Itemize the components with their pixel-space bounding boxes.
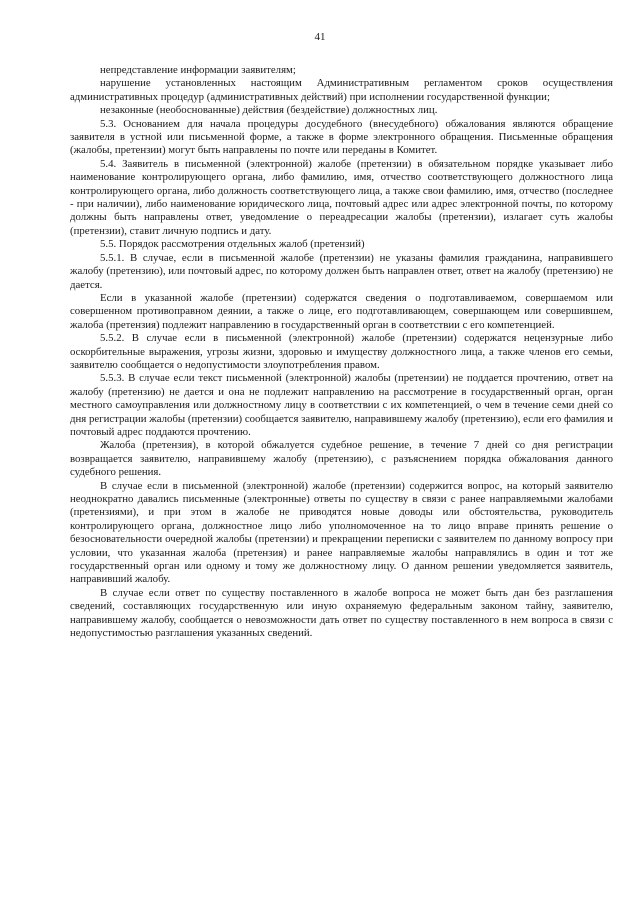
paragraph-court-decision: Жалоба (претензия), в которой обжалуется судебное решение, в течение 7 дней со дня регистрации возвращается заявителю, направившему жалобу (претензию), с разъяснением порядка обжалования данного судебного решения. [70,439,613,479]
page-number: 41 [314,31,326,43]
paragraph-nonprovision-info: непредставление информации заявителям; [100,64,296,76]
paragraph-illegal-act-info: Если в указанной жалобе (претензии) содержатся сведения о подготавливаемом, совершаемом или совершенном противоправном деянии, а также о лице, его подготавливающем, совершающем или совершившем, жалоба (претензия) подлежит направлению в государственный орган в соответствии с его компетенцией. [70,291,613,331]
paragraph-5-5-2: 5.5.2. В случае если в письменной (электронной) жалобе (претензии) содержатся нецензурные либо оскорбительные выражения, угрозы жизни, здоровью и имуществу должностного лица, а также членов его семьи, заявителю сообщается о недопустимости злоупотребления правом. [70,332,613,371]
paragraph-5-5-heading: 5.5. Порядок рассмотрения отдельных жалоб (претензий) [100,238,365,251]
paragraph-repeated-complaint: В случае если в письменной (электронной) жалобе (претензии) содержится вопрос, на который заявителю неоднократно давались письменные (электронные) ответы по существу в связи с ранее направляемыми жалобами (претензиями), и при этом в жалобе не приводятся новые доводы или обстоятельства, руководитель контролирующего органа, должностное лицо либо уполномоченное на то лицо вправе принять решение о безосновательности очередной жалобы (претензии) и прекращении переписки с заявителем по данному вопросу при условии, что указанная жалоба (претензия) и ранее направляемые жалобы направлялись в один и тот же государственный орган или одному и тому же должностному лицу. О данном решении уведомляется заявитель, направивший жалобу. [70,479,613,586]
paragraph-unlawful-actions: незаконные (необоснованные) действия (бездействие) должностных лиц. [100,104,438,117]
paragraph-5-5-1: 5.5.1. В случае, если в письменной жалобе (претензии) не указаны фамилия гражданина, направившего жалобу (претензию), или почтовый адрес, по которому должен быть направлен ответ, ответ на жалобу (претензию) не дается. [70,251,613,291]
document-body [70,64,613,640]
paragraph-5-3: 5.3. Основанием для начала процедуры досудебного (внесудебного) обжалования являются обращение заявителя в устной или письменной форме, а также в форме электронного обращения. Письменные обращения (жалобы, претензии) могут быть направлены по почте или переданы в Комитет. [70,117,613,157]
paragraph-5-5-3: 5.5.3. В случае если текст письменной (электронной) жалобы (претензии) не поддается прочтению, ответ на жалобу (претензию) не дается и она не подлежит направлению на рассмотрение в государственный орган, орган местного самоуправления или должностному лицу в соответствии с их компетенцией, о чем в течение семи дней со дня регистрации жалобы (претензии) сообщается заявителю, направившему жалобу (претензию), если его фамилия и почтовый адрес поддаются прочтению. [70,372,613,438]
paragraph-5-4: 5.4. Заявитель в письменной (электронной) жалобе (претензии) в обязательном порядке указывает либо наименование контролирующего органа, либо фамилию, имя, отчество соответствующего должностного лица контролирующего органа, либо должность соответствующего лица, а также свои фамилию, имя, отчество (последнее - при наличии), либо наименование юридического лица, почтовый адрес или адрес электронной почты, по которому должны быть направлены ответ, уведомление о переадресации жалобы (претензии), излагает суть жалобы (претензии), ставит личную подпись и дату. [70,157,613,237]
paragraph-state-secret: В случае если ответ по существу поставленного в жалобе вопроса не может быть дан без разглашения сведений, составляющих государственную или иную охраняемую федеральным законом тайну, заявителю, направившему жалобу, сообщается о невозможности дать ответ по существу поставленного в нем вопроса в связи с недопустимостью разглашения указанных сведений. [70,586,613,640]
paragraph-deadline-violation: нарушение установленных настоящим Административным регламентом сроков осуществления административных процедур (административных действий) при исполнении государственной функции; [70,77,613,103]
